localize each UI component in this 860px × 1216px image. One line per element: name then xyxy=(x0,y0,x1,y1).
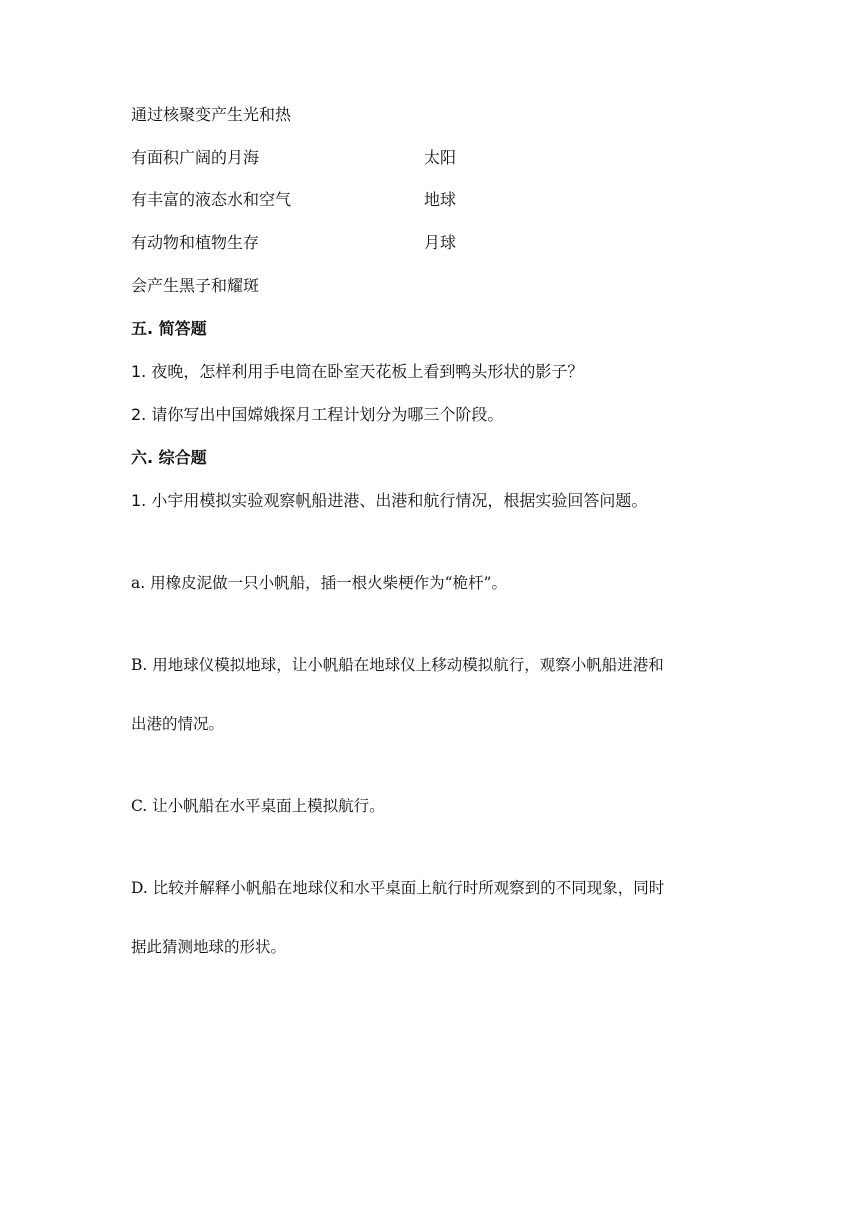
step-b-line-2: 出港的情况。 xyxy=(131,715,225,733)
section-heading-short-answer: 五. 简答题 xyxy=(131,319,207,338)
section-heading-comprehensive: 六. 综合题 xyxy=(131,448,207,467)
step-b-line-1: B. 用地球仪模拟地球，让小帆船在地球仪上移动模拟航行，观察小帆船进港和 xyxy=(131,656,664,674)
match-left-item-4: 有动物和植物生存 xyxy=(131,233,260,252)
step-d-line-1: D. 比较并解释小帆船在地球仪和水平桌面上航行时所观察到的不同现象，同时 xyxy=(131,879,665,897)
match-left-item-1: 通过核聚变产生光和热 xyxy=(131,105,292,124)
short-answer-question-1: 1. 夜晚，怎样利用手电筒在卧室天花板上看到鸭头形状的影子？ xyxy=(131,362,584,381)
comprehensive-question-1: 1. 小宇用模拟实验观察帆船进港、出港和航行情况，根据实验回答问题。 xyxy=(131,491,648,510)
step-c: C. 让小帆船在水平桌面上模拟航行。 xyxy=(131,797,385,815)
step-d-line-2: 据此猜测地球的形状。 xyxy=(131,938,287,956)
match-left-item-5: 会产生黑子和耀斑 xyxy=(131,276,260,295)
short-answer-question-2: 2. 请你写出中国嫦娥探月工程计划分为哪三个阶段。 xyxy=(131,405,504,424)
step-a: a. 用橡皮泥做一只小帆船，插一根火柴梗作为“桅杆”。 xyxy=(131,574,507,592)
match-left-item-2: 有面积广阔的月海 xyxy=(131,148,260,167)
match-right-item-sun: 太阳 xyxy=(424,148,457,167)
match-left-item-3: 有丰富的液态水和空气 xyxy=(131,190,292,209)
match-right-item-earth: 地球 xyxy=(424,190,457,209)
match-right-item-moon: 月球 xyxy=(424,233,457,252)
